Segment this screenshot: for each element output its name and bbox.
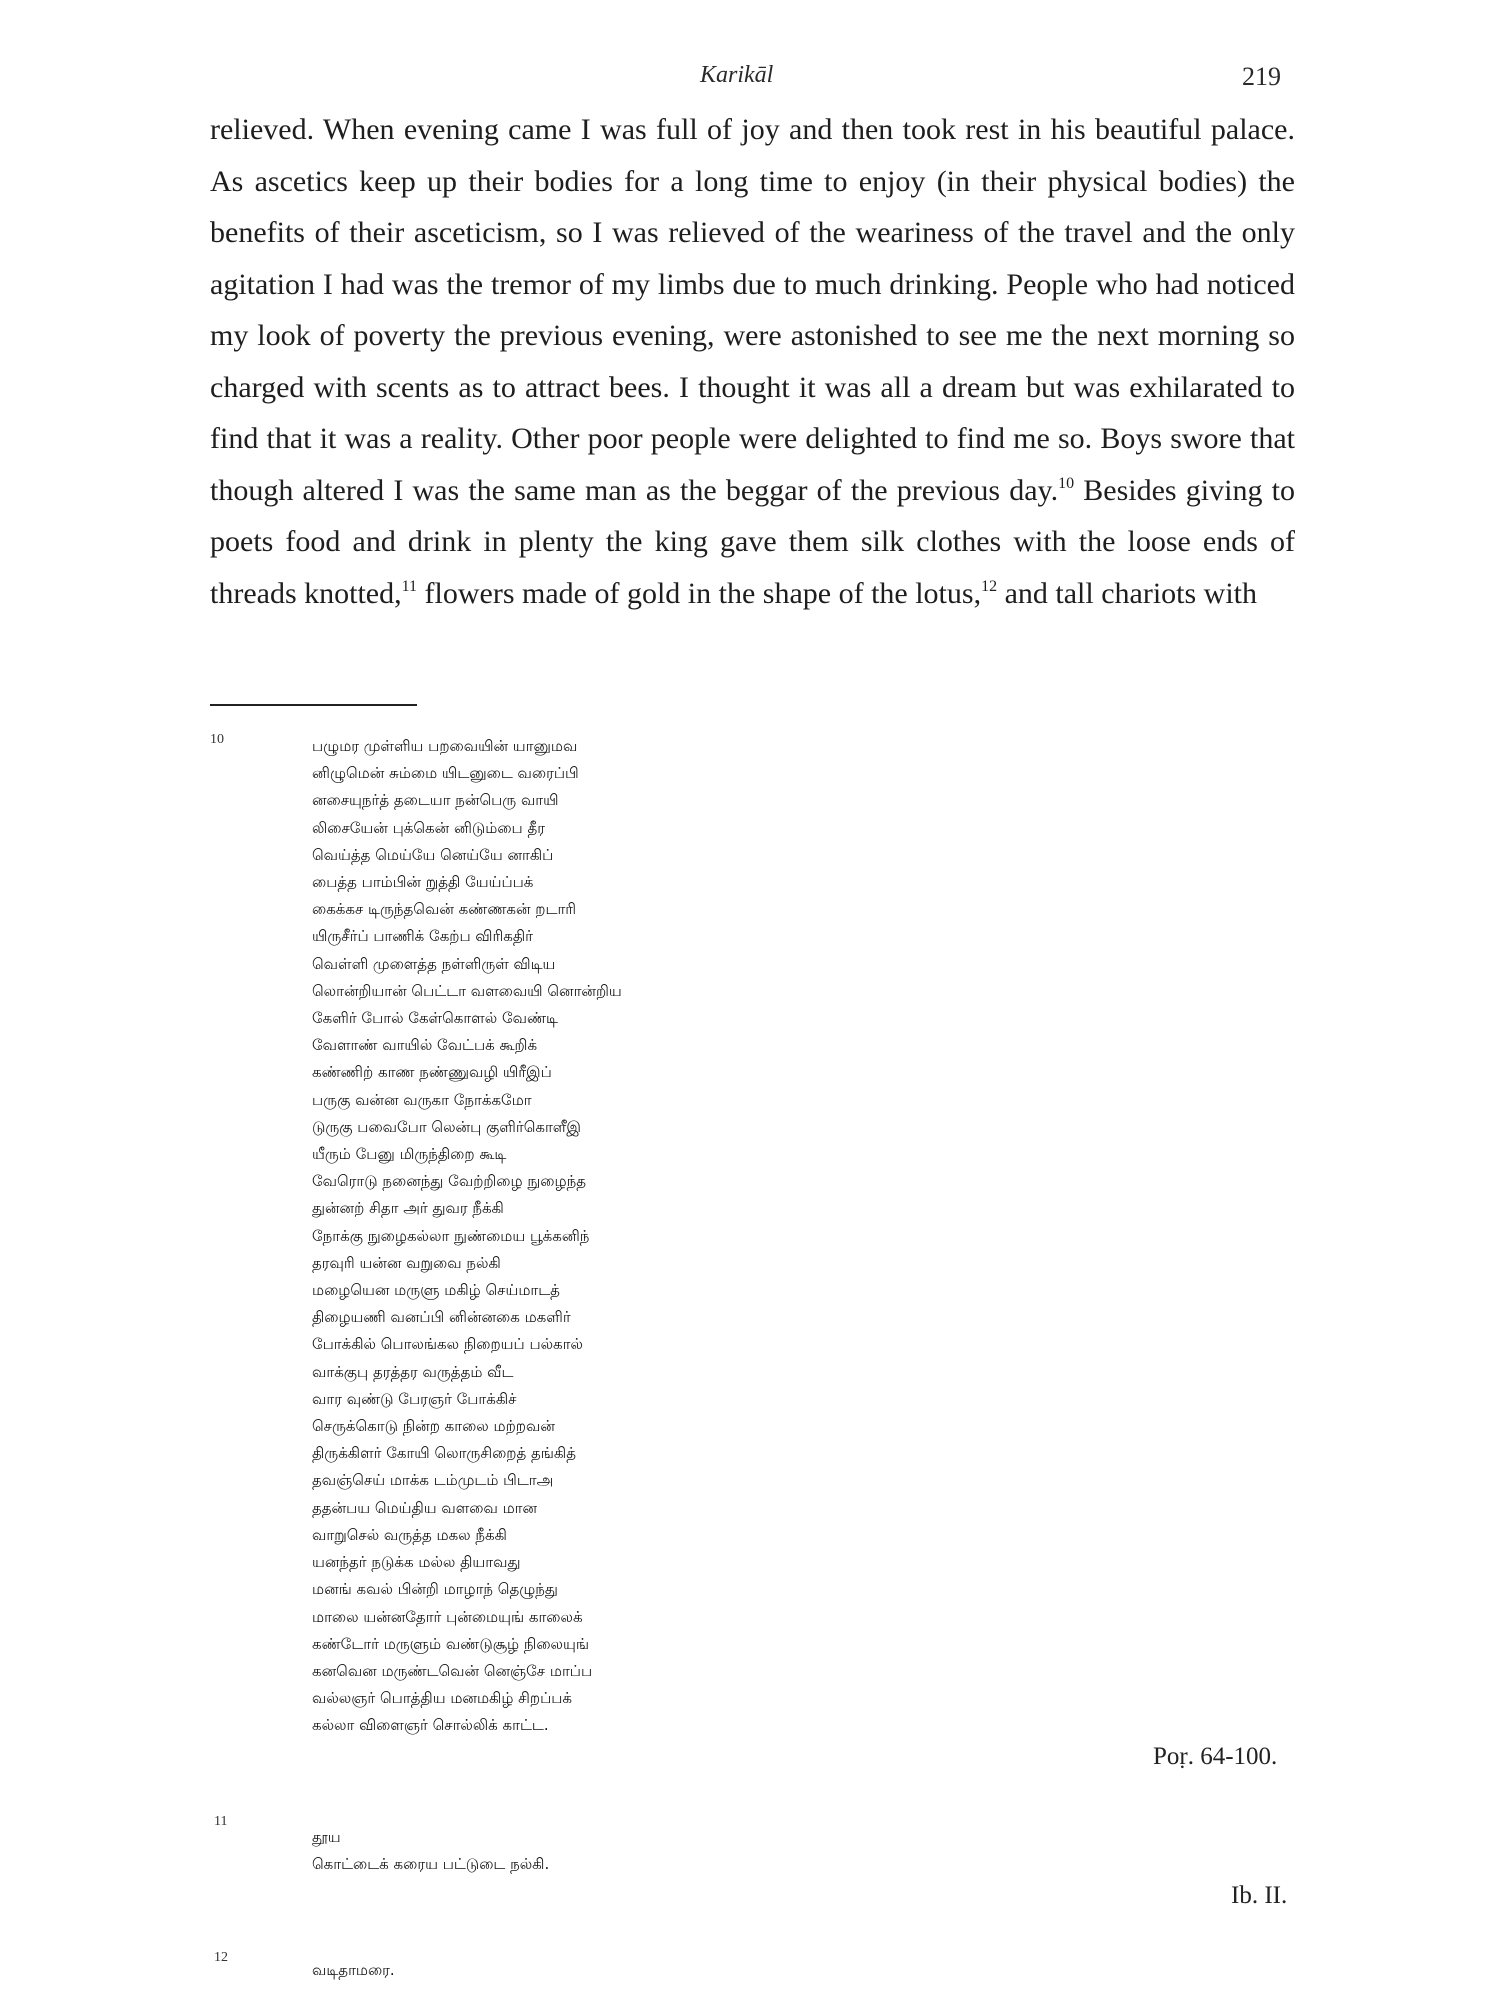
verse-line: தவஞ்செய் மாக்க டம்முடம் பிடாஅ: [312, 1471, 554, 1490]
verse-line: வடிதாமரை.: [312, 1961, 395, 1979]
verse-line: யிருசீர்ப் பாணிக் கேற்ப விரிகதிர்: [312, 927, 534, 946]
verse-line: ததன்பய மெய்திய வளவை மான: [312, 1498, 538, 1517]
verse-line: னசையுநர்த் தடையா நன்பெரு வாயி: [312, 791, 559, 810]
verse-line: கேளிர் போல் கேள்கொளல் வேண்டி: [312, 1009, 558, 1028]
verse-line: வெள்ளி முளைத்த நள்ளிருள் விடிய: [312, 954, 556, 973]
verse-line: டுருகு பவைபோ லென்பு குளிர்கொளீஇ: [312, 1117, 581, 1136]
footnote-source: Poṛ. 64-100.: [1153, 1743, 1278, 1770]
verse-line: போக்கில் பொலங்கல நிறையப் பல்கால்: [312, 1335, 583, 1354]
verse-line: தூய: [312, 1828, 341, 1846]
verse-line: பருகு வன்ன வருகா நோக்கமோ: [312, 1090, 532, 1109]
verse-line: வேளாண் வாயில் வேட்பக் கூறிக்: [312, 1036, 538, 1055]
verse-line: கண்டோர் மருளும் வண்டுசூழ் நிலையுங்: [312, 1634, 589, 1653]
verse-line: நோக்கு நுழைகல்லா நுண்மைய பூக்கனிந்: [312, 1226, 590, 1245]
footnote-number: 10: [210, 732, 224, 747]
body-text-segment: flowers made of gold in the shape of the lotus,: [417, 576, 982, 610]
verse-line: கனவென மருண்டவென் னெஞ்சே மாப்ப: [312, 1661, 593, 1680]
verse-line: வல்லஞர் பொத்திய மனமகிழ் சிறப்பக்: [312, 1689, 573, 1708]
tamil-verse: [312, 1957, 1212, 1984]
verse-line: கைக்கச டிருந்தவென் கண்ணகன் றடாரி: [312, 900, 577, 919]
body-text-segment: relieved. When evening came I was full of joy and then took rest in his beautiful palace. As ascetics keep up their bodies for a long time to enjoy (in their physical bodies) the benefits of their asceticism, so I was relieved of the weariness of the travel and the only agitation I had was the tremor of my limbs due to much drinking. People who had noticed my look of poverty the previous evening, were astonished to see me the next morning so charged with scents as to attract bees. I thought it was all a dream but was exhilarated to find that it was a reality. Other poor people were delighted to find me so. Boys swore that though altered I was the same man as the beggar of the previous day.: [210, 113, 1295, 507]
footnote-number: 11: [214, 1814, 228, 1829]
footnote-ref-10: 10: [1058, 474, 1075, 492]
verse-line: கல்லா விளைஞர் சொல்லிக் காட்ட.: [312, 1716, 549, 1735]
footnote-number: 12: [214, 1950, 228, 1965]
verse-line: வேரொடு நனைந்து வேற்றிழை நுழைந்த: [312, 1172, 586, 1191]
footnote-ref-12: 12: [981, 577, 998, 595]
verse-line: திருக்கிளர் கோயி லொருசிறைத் தங்கித்: [312, 1444, 576, 1463]
verse-line: மாலை யன்னதோர் புன்மையுங் காலைக்: [312, 1607, 583, 1626]
verse-line: மழையென மருளு மகிழ் செய்மாடத்: [312, 1281, 560, 1300]
verse-line: செருக்கொடு நின்ற காலை மற்றவன்: [312, 1417, 555, 1436]
body-paragraph: [210, 104, 1295, 619]
tamil-verse: [312, 733, 1212, 1740]
verse-line: யனந்தர் நடுக்க மல்ல தியாவது: [312, 1553, 521, 1572]
verse-line: தரவுரி யன்ன வறுவை நல்கி: [312, 1253, 501, 1272]
verse-line: வாக்குபு தரத்தர வருத்தம் வீட: [312, 1362, 514, 1381]
verse-line: லொன்றியான் பெட்டா வளவையி னொன்றிய: [312, 981, 622, 1000]
verse-line: பைத்த பாம்பின் றுத்தி யேய்ப்பக்: [312, 873, 534, 892]
verse-line: லிசையேன் புக்கென் னிடும்பை தீர: [312, 818, 545, 837]
verse-line: னிழுமென் சும்மை யிடனுடை வரைப்பி: [312, 764, 579, 783]
footnote-source: Ib. II.: [1231, 1882, 1288, 1909]
footnote-ref-11: 11: [401, 577, 418, 595]
verse-line: பழுமர முள்ளிய பறவையின் யானுமவ: [312, 737, 578, 755]
tamil-verse: [312, 1824, 1212, 1878]
verse-line: யீரும் பேனு மிருந்திறை கூடி: [312, 1145, 507, 1164]
verse-line: மனங் கவல் பின்றி மாழாந் தெழுந்து: [312, 1580, 558, 1599]
verse-line: வெய்த்த மெய்யே னெய்யே னாகிப்: [312, 845, 554, 864]
running-title: Karikāl: [700, 62, 774, 88]
verse-line: கண்ணிற் காண நண்ணுவழி யிரீஇப்: [312, 1063, 552, 1082]
verse-line: துன்னற் சிதா அர் துவர நீக்கி: [312, 1199, 504, 1218]
verse-line: திழையணி வனப்பி னின்னகை மகளிர்: [312, 1308, 571, 1327]
footnote-separator: [210, 704, 417, 706]
verse-line: கொட்டைக் கரைய பட்டுடை நல்கி.: [312, 1855, 550, 1874]
verse-line: வார வுண்டு பேரஞர் போக்கிச்: [312, 1389, 517, 1408]
body-text-segment: Besides giving to poets food and drink in plenty the king gave them silk clothes with the loose ends of threads knotted,: [210, 473, 1295, 610]
body-text-segment: and tall chariots with: [997, 576, 1258, 610]
verse-line: வாறுசெல் வருத்த மகல நீக்கி: [312, 1525, 507, 1544]
page-number: 219: [1242, 62, 1281, 91]
